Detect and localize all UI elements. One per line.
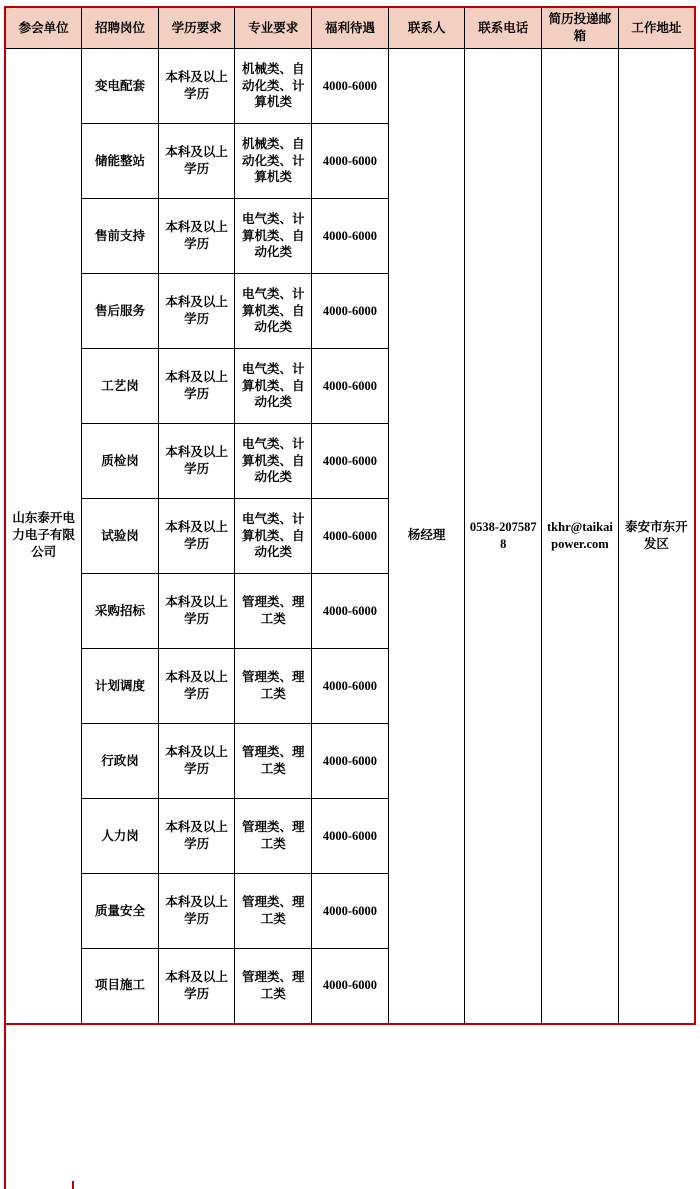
cell-education: 本科及以上学历 [158,49,235,124]
header-address: 工作地址 [618,7,695,49]
header-email: 简历投递邮箱 [542,7,619,49]
cell-major: 管理类、理工类 [235,724,312,799]
cell-education: 本科及以上学历 [158,724,235,799]
cell-post: 采购招标 [82,574,159,649]
table-body [5,49,695,1024]
cell-major: 机械类、自动化类、计算机类 [235,124,312,199]
cell-education: 本科及以上学历 [158,799,235,874]
cell-education: 本科及以上学历 [158,574,235,649]
cell-education: 本科及以上学历 [158,424,235,499]
cell-post: 工艺岗 [82,349,159,424]
cell-education: 本科及以上学历 [158,649,235,724]
cell-salary: 4000-6000 [312,349,389,424]
header-major: 专业要求 [235,7,312,49]
cell-salary: 4000-6000 [312,124,389,199]
cell-post: 质检岗 [82,424,159,499]
cell-education: 本科及以上学历 [158,124,235,199]
header-contact: 联系人 [388,7,465,49]
header-phone: 联系电话 [465,7,542,49]
cell-major: 电气类、计算机类、自动化类 [235,349,312,424]
cell-address: 泰安市东开发区 [618,49,695,1024]
table-row [5,49,695,124]
cell-salary: 4000-6000 [312,499,389,574]
cell-major: 管理类、理工类 [235,799,312,874]
cell-salary: 4000-6000 [312,199,389,274]
cell-major: 电气类、计算机类、自动化类 [235,499,312,574]
cell-contact-person: 杨经理 [388,49,465,1024]
recruitment-table [4,6,696,1025]
cell-post: 项目施工 [82,949,159,1024]
header-salary: 福利待遇 [312,7,389,49]
cell-salary: 4000-6000 [312,724,389,799]
cell-education: 本科及以上学历 [158,349,235,424]
cell-phone: 0538-2075878 [465,49,542,1024]
cell-post: 试验岗 [82,499,159,574]
cell-post: 售前支持 [82,199,159,274]
header-unit: 参会单位 [5,7,82,49]
cell-salary: 4000-6000 [312,949,389,1024]
cell-major: 管理类、理工类 [235,649,312,724]
cell-major: 管理类、理工类 [235,949,312,1024]
cell-post: 变电配套 [82,49,159,124]
cell-company: 山东泰开电力电子有限公司 [5,49,82,1024]
cell-post: 售后服务 [82,274,159,349]
cell-education: 本科及以上学历 [158,949,235,1024]
header-post: 招聘岗位 [82,7,159,49]
red-left-rule [4,6,6,1189]
cell-post: 计划调度 [82,649,159,724]
cell-major: 管理类、理工类 [235,874,312,949]
cell-post: 储能整站 [82,124,159,199]
cell-salary: 4000-6000 [312,874,389,949]
cell-post: 质量安全 [82,874,159,949]
table-header-row [5,7,695,49]
cell-salary: 4000-6000 [312,424,389,499]
cell-post: 行政岗 [82,724,159,799]
page-bottom-marker [72,1181,74,1189]
header-education: 学历要求 [158,7,235,49]
cell-salary: 4000-6000 [312,49,389,124]
cell-major: 机械类、自动化类、计算机类 [235,49,312,124]
cell-salary: 4000-6000 [312,799,389,874]
cell-salary: 4000-6000 [312,574,389,649]
cell-major: 管理类、理工类 [235,574,312,649]
cell-major: 电气类、计算机类、自动化类 [235,199,312,274]
cell-education: 本科及以上学历 [158,274,235,349]
cell-major: 电气类、计算机类、自动化类 [235,424,312,499]
cell-post: 人力岗 [82,799,159,874]
cell-education: 本科及以上学历 [158,874,235,949]
table-header [5,7,695,49]
cell-salary: 4000-6000 [312,274,389,349]
cell-education: 本科及以上学历 [158,499,235,574]
cell-major: 电气类、计算机类、自动化类 [235,274,312,349]
cell-email: tkhr@taikaipower.com [542,49,619,1024]
cell-education: 本科及以上学历 [158,199,235,274]
cell-salary: 4000-6000 [312,649,389,724]
